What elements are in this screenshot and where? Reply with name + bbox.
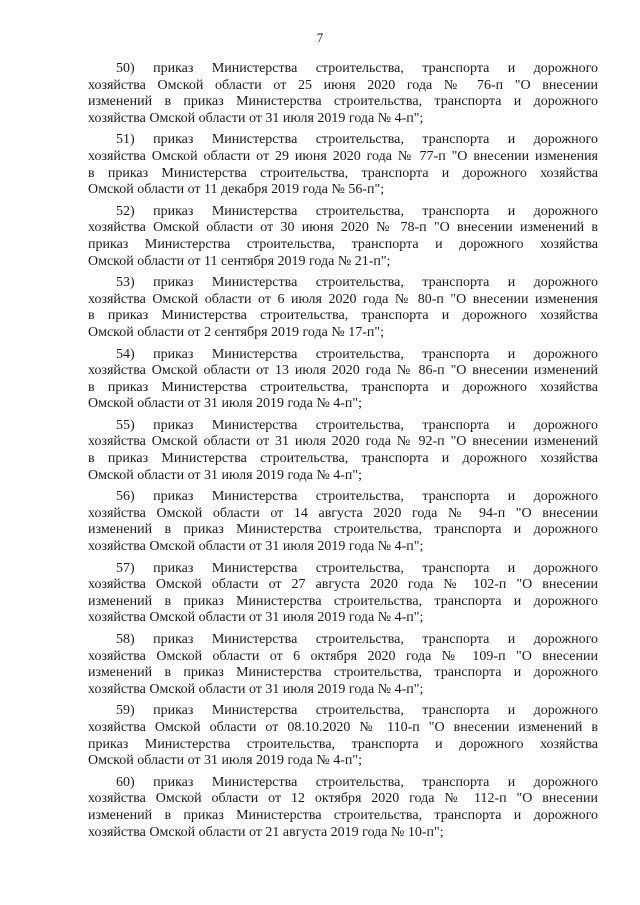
- text-line: в приказ Министерства строительства, транспорта и дорожного хозяйства: [88, 451, 598, 467]
- list-item: [88, 61, 598, 127]
- text-line: 54) приказ Министерства строительства, транспорта и дорожного: [116, 346, 598, 362]
- text-line: хозяйства Омской области от 31 июля 2019 года № 4-п";: [88, 610, 424, 626]
- list-item: [88, 418, 598, 484]
- text-line: хозяйства Омской области от 6 октября 2020 года № 109-п "О внесении: [88, 648, 598, 664]
- list-item: [88, 703, 598, 769]
- text-line: Омской области от 11 декабря 2019 года № 56-п";: [88, 182, 385, 198]
- text-line: изменений в приказ Министерства строительства, транспорта и дорожного: [88, 593, 598, 609]
- text-line: в приказ Министерства строительства, транспорта и дорожного хозяйства: [88, 165, 598, 181]
- text-line: Омской области от 11 сентября 2019 года № 21-п";: [88, 253, 391, 269]
- text-line: 56) приказ Министерства строительства, транспорта и дорожного: [116, 489, 598, 505]
- text-line: хозяйства Омской области от 31 июля 2020 года № 92-п "О внесении изменений: [88, 434, 598, 450]
- text-line: хозяйства Омской области от 31 июля 2019 года № 4-п";: [88, 110, 424, 126]
- list-item: [88, 489, 598, 555]
- text-line: хозяйства Омской области от 6 июля 2020 года № 80-п "О внесении изменения: [88, 291, 598, 307]
- text-line: 52) приказ Министерства строительства, транспорта и дорожного: [116, 203, 598, 219]
- text-line: изменений в приказ Министерства строительства, транспорта и дорожного: [88, 665, 598, 681]
- list-item: [88, 347, 598, 413]
- text-line: изменений в приказ Министерства строительства, транспорта и дорожного: [88, 522, 598, 538]
- text-line: изменений в приказ Министерства строительства, транспорта и дорожного: [88, 807, 598, 823]
- text-line: хозяйства Омской области от 14 августа 2020 года № 94-п "О внесении: [88, 505, 598, 521]
- text-line: 55) приказ Министерства строительства, транспорта и дорожного: [116, 417, 598, 433]
- text-line: 53) приказ Министерства строительства, транспорта и дорожного: [116, 275, 598, 291]
- text-line: 59) приказ Министерства строительства, транспорта и дорожного: [116, 703, 598, 719]
- text-line: хозяйства Омской области от 12 октября 2020 года № 112-п "О внесении: [88, 791, 598, 807]
- text-line: хозяйства Омской области от 25 июня 2020 года № 76-п "О внесении: [88, 77, 598, 93]
- list-item: [88, 561, 598, 627]
- text-line: Омской области от 31 июля 2019 года № 4-п";: [88, 753, 362, 769]
- text-line: 50) приказ Министерства строительства, транспорта и дорожного: [116, 61, 598, 76]
- list-item: [88, 775, 598, 841]
- list-item: [88, 632, 598, 698]
- text-line: 51) приказ Министерства строительства, транспорта и дорожного: [116, 132, 598, 148]
- document-body: [88, 61, 598, 846]
- text-line: хозяйства Омской области от 31 июля 2019 года № 4-п";: [88, 681, 424, 697]
- text-line: в приказ Министерства строительства, транспорта и дорожного хозяйства: [88, 308, 598, 324]
- text-line: Омской области от 2 сентября 2019 года № 17-п";: [88, 324, 384, 340]
- text-line: Омской области от 31 июля 2019 года № 4-п";: [88, 396, 362, 412]
- text-line: приказ Министерства строительства, транспорта и дорожного хозяйства: [88, 236, 598, 252]
- text-line: Омской области от 31 июля 2019 года № 4-п";: [88, 467, 362, 483]
- text-line: изменений в приказ Министерства строительства, транспорта и дорожного: [88, 94, 598, 110]
- list-item: [88, 204, 598, 270]
- text-line: 60) приказ Министерства строительства, транспорта и дорожного: [116, 774, 598, 790]
- text-line: в приказ Министерства строительства, транспорта и дорожного хозяйства: [88, 379, 598, 395]
- list-item: [88, 132, 598, 198]
- text-line: хозяйства Омской области от 08.10.2020 № 110-п "О внесении изменений в: [88, 719, 598, 735]
- list-item: [88, 275, 598, 341]
- page-number: 7: [316, 30, 324, 45]
- text-line: хозяйства Омской области от 30 июня 2020 № 78-п "О внесении изменений в: [88, 220, 598, 236]
- text-line: хозяйства Омской области от 13 июля 2020 года № 86-п "О внесении изменений: [88, 363, 598, 379]
- text-line: 57) приказ Министерства строительства, транспорта и дорожного: [116, 560, 598, 576]
- text-line: хозяйства Омской области от 29 июня 2020 года № 77-п "О внесении изменения: [88, 148, 598, 164]
- text-line: хозяйства Омской области от 21 августа 2019 года № 10-п";: [88, 824, 444, 840]
- text-line: приказ Министерства строительства, транспорта и дорожного хозяйства: [88, 736, 598, 752]
- text-line: 58) приказ Министерства строительства, транспорта и дорожного: [116, 632, 598, 647]
- text-line: хозяйства Омской области от 27 августа 2020 года № 102-п "О внесении: [88, 577, 598, 593]
- text-line: хозяйства Омской области от 31 июля 2019 года № 4-п";: [88, 539, 424, 555]
